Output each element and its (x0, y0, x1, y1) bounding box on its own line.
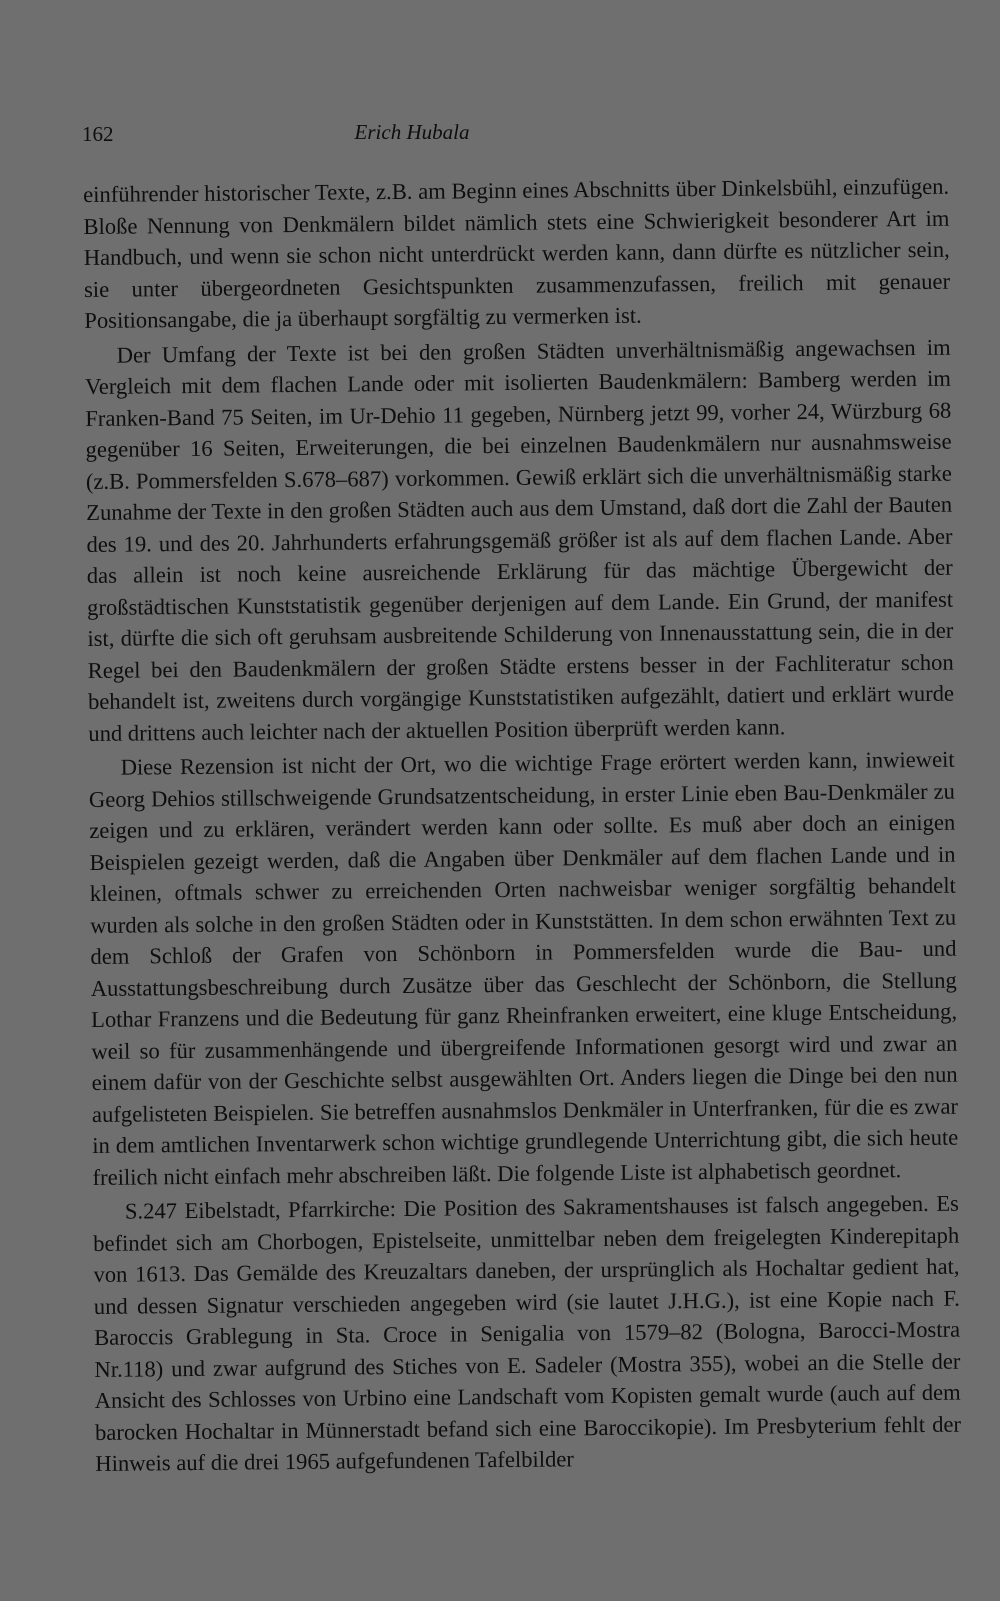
paragraph: Der Umfang der Texte ist bei den großen Städten unverhältnismäßig angewachsen im Vergleich mit dem flachen Lande oder mit isolierten Baudenkmälern: Bamberg werden im Franken-Band 75 Seiten, im Ur-Dehio 11 gegeben, Nürnberg jetzt 99, vorher 24, Würzburg 68 gegenüber 16 Seiten, Erweiterungen, die bei einzelnen Baudenkmälern nur ausnahmsweise (z.B. Pommersfelden S.678–687) vorkommen. Gewiß erklärt sich die unverhältnismäßig starke Zunahme der Texte in den großen Städten auch aus dem Umstand, daß dort die Zahl der Bauten des 19. und des 20. Jahrhunderts erfahrungsgemäß größer ist als auf dem flachen Lande. Aber das allein ist noch keine ausreichende Erklärung für das mächtige Übergewicht der großstädtischen Kunststatistik gegenüber derjenigen auf dem Lande. Ein Grund, der manifest ist, dürfte die sich oft geruhsam ausbreitende Schilderung von Innenausstattung sein, die in der Regel bei den Baudenkmälern der großen Städte erstens besser in der Fachliteratur schon behandelt ist, zweitens durch vorgängige Kunststatistiken aufgezählt, datiert und erklärt wurde und drittens auch leichter nach der aktuellen Position überprüft werden kann. (84, 334, 955, 746)
page-header (82, 118, 940, 152)
body-text (83, 171, 961, 1480)
running-head: Erich Hubala (354, 120, 470, 144)
paragraph: S.247 Eibelstadt, Pfarrkirche: Die Position des Sakramentshauses ist falsch angegeben. Es befindet sich am Chorbogen, Epistelseite, unmittelbar neben dem freigelegten Kinderepitaph von 1613. Das Gemälde des Kreuzaltars daneben, der ursprünglich als Hochaltar gedient hat, und dessen Signatur verschieden angegeben wird (sie lautet J.H.G.), ist eine Kopie nach F. Baroccis Grablegung in Sta. Croce in Senigalia von 1579–82 (Bologna, Barocci-Mostra Nr.118) und zwar aufgrund des Stiches von E. Sadeler (Mostra 355), wobei an die Stelle der Ansicht des Schlosses von Urbino eine Landschaft vom Kopisten gemalt wurde (auch auf dem barocken Hochaltar in Münnerstadt befand sich eine Baroccikopie). Im Presbyterium fehlt der Hinweis auf die drei 1965 aufgefundenen Tafelbilder (93, 1190, 962, 1476)
paragraph: einführender historischer Texte, z.B. am Beginn eines Abschnitts über Dinkelsbühl, einzufügen. Bloße Nennung von Denkmälern bildet nämlich stets eine Schwierigkeit besonderer Art im Handbuch, und wenn sie schon nicht unterdrückt werden kann, dann dürfte es nützlicher sein, sie unter übergeordneten Gesichtspunkten zusammenzufassen, freilich mit genauer Positionsangabe, die ja überhaupt sorgfältig zu vermerken ist. (83, 173, 951, 333)
paragraph: Diese Rezension ist nicht der Ort, wo die wichtige Frage erörtert werden kann, inwieweit Georg Dehios stillschweigende Grundsatzentscheidung, in erster Linie eben Bau-Denkmäler zu zeigen und zu erklären, verändert werden kann oder sollte. Es muß aber doch an einigen Beispielen gezeigt werden, daß die Angaben über Denkmäler auf dem flachen Lande und in kleinen, oftmals schwer zu erreichenden Orten nachweisbar weniger sorgfältig behandelt wurden als solche in den großen Städten oder in Kunststätten. In dem schon erwähnten Text zu dem Schloß der Grafen von Schönborn in Pommersfelden wurde die Bau- und Ausstattungsbeschreibung durch Zusätze über das Geschlecht der Schönborn, die Stellung Lothar Franzens und die Bedeutung für ganz Rheinfranken erweitert, eine kluge Entscheidung, weil so für zusammenhängende und übergreifende Informationen gesorgt wird und zwar an einem dafür von der Geschichte selbst ausgewählten Ort. Anders liegen die Dinge bei den nun aufgelisteten Beispielen. Sie betreffen ausnahmslos Denkmäler in Unterfranken, für die es zwar in dem amtlichen Inventarwerk schon wichtige grundlegende Unterrichtung gibt, die sich heute freilich nicht einfach mehr abschreiben läßt. Die folgende Liste ist alphabetisch geordnet. (88, 746, 959, 1190)
page-number: 162 (82, 122, 114, 146)
